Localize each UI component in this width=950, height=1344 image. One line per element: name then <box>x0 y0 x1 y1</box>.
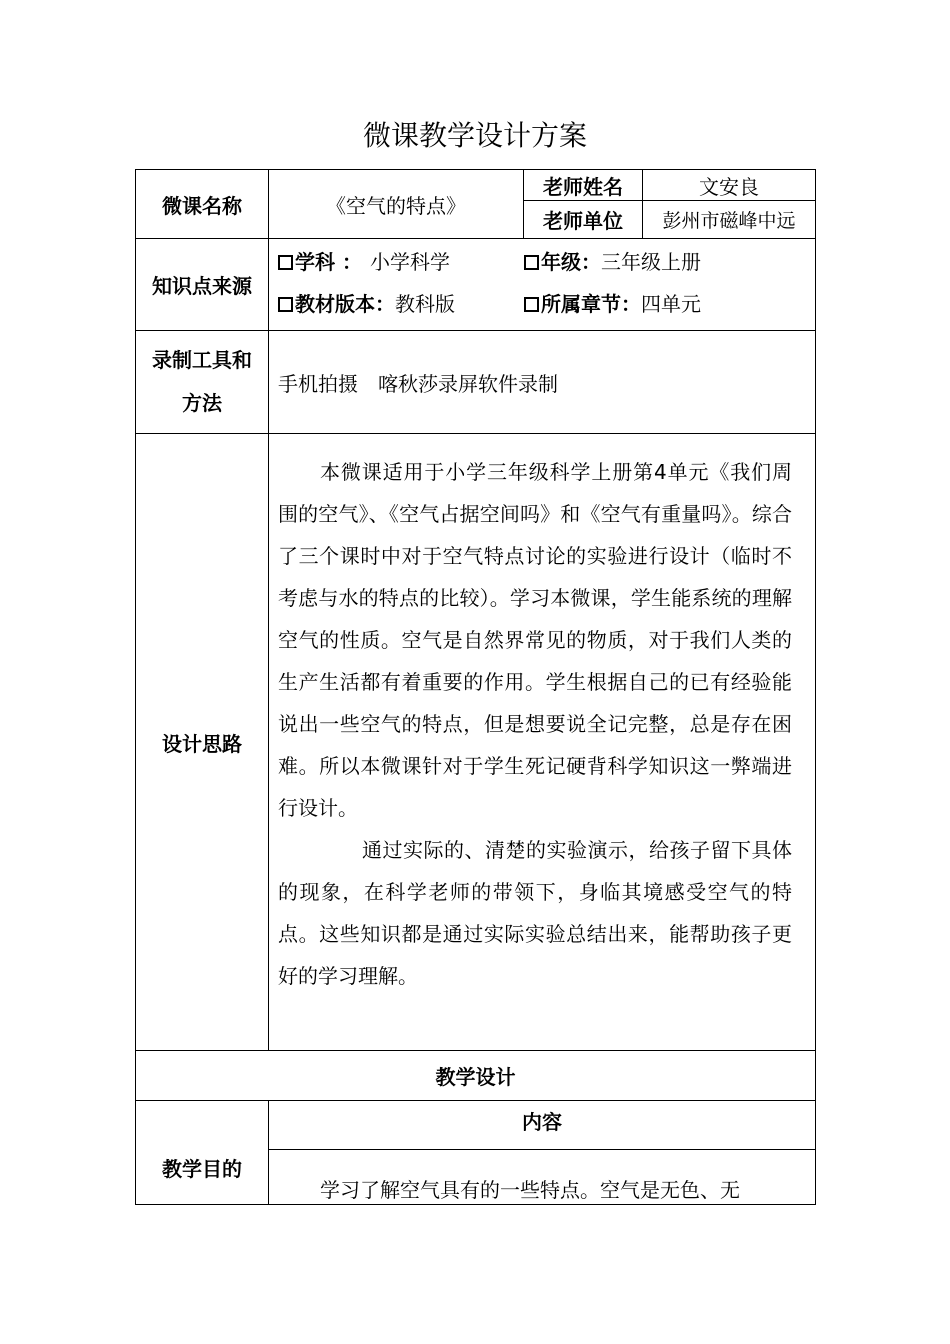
textbook-label: 教材版本： <box>295 292 395 316</box>
design-idea-content <box>278 451 792 1041</box>
course-name-label: 微课名称 <box>162 193 242 218</box>
subject-label: 学科 ： <box>295 250 362 274</box>
checkbox-icon <box>278 255 293 270</box>
subject-field <box>278 246 518 276</box>
teacher-unit-value: 彭州市磁峰中远 <box>662 210 796 232</box>
tools-value: 手机拍摄 喀秋莎录屏软件录制 <box>278 371 558 396</box>
grade-field <box>524 246 814 276</box>
teacher-unit-label: 老师单位 <box>543 209 623 233</box>
teaching-goal-text: 学习了解空气具有的一些特点。空气是无色、无 <box>320 1178 740 1202</box>
tools-label-line-1: 录制工具和 <box>152 348 252 372</box>
subject-value: 小学科学 <box>369 250 450 274</box>
grade-label: 年级： <box>541 250 601 274</box>
document-title: 微课教学设计方案 <box>362 119 587 152</box>
textbook-value: 教科版 <box>395 292 455 316</box>
design-idea-label: 设计思路 <box>162 731 242 756</box>
grade-value: 三年级上册 <box>601 250 701 274</box>
content-heading: 内容 <box>522 1109 562 1134</box>
chapter-label: 所属章节： <box>541 292 641 316</box>
chapter-field <box>524 288 814 318</box>
tools-label-line-2: 方法 <box>182 391 222 415</box>
knowledge-source-label: 知识点来源 <box>152 274 252 298</box>
design-paragraph-2: 通过实际的、清楚的实验演示，给孩子留下具体的现象，在科学老师的带领下，身临其境感受空气的特点。这些知识都是通过实际实验总结出来，能帮助孩子更好的学习理解。 <box>278 838 792 988</box>
design-paragraph-1: 本微课适用于小学三年级科学上册第4单元《我们周围的空气》、《空气占据空间吗》和《空气有重量吗》。综合了三个课时中对于空气特点讨论的实验进行设计（临时不考虑与水的特点的比较）。学习本微课，学生能系统的理解空气的性质。空气是自然界常见的物质，对于我们人类的生产生活都有着重要的作用。学生根据自己的已有经验能说出一些空气的特点，但是想要说全记完整，总是存在困难。所以本微课针对于学生死记硬背科学知识这一弊端进行设计。 <box>278 460 792 820</box>
teacher-name-value: 文安良 <box>699 174 759 199</box>
teaching-goal-label: 教学目的 <box>162 1156 242 1181</box>
teaching-design-heading: 教学设计 <box>435 1065 516 1089</box>
teacher-name-label: 老师姓名 <box>543 174 623 199</box>
course-name-value: 《空气的特点》 <box>326 193 466 218</box>
textbook-field <box>278 288 518 318</box>
checkbox-icon <box>524 255 539 270</box>
checkbox-icon <box>278 297 293 312</box>
tools-label <box>136 331 268 433</box>
checkbox-icon <box>524 297 539 312</box>
chapter-value: 四单元 <box>641 292 701 316</box>
